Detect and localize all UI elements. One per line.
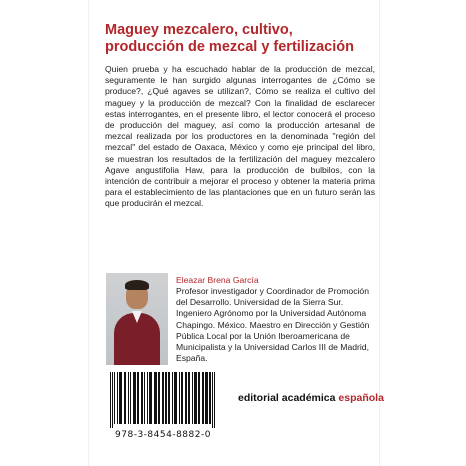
barcode-bar xyxy=(209,372,211,424)
barcode-bar xyxy=(128,372,129,424)
barcode-bar xyxy=(112,372,113,428)
publisher-name: editorial académica xyxy=(238,392,336,404)
barcode-bars xyxy=(106,372,220,428)
barcode-bar xyxy=(212,372,213,428)
barcode-bar xyxy=(181,372,183,424)
barcode-bar xyxy=(154,372,157,424)
barcode-bar xyxy=(168,372,170,424)
barcode-bar xyxy=(133,372,136,424)
book-blurb: Quien prueba y ha escuchado hablar de la producción de mezcal, seguramente le han surgido algunas interrogantes de ¿Cómo se produce?, ¿Qué agaves se utilizan?, Cómo se realiza el cultivo del maguey y la producción de mezcal? Con la finalidad de esclarecer estas interrogantes, en el presente libro, el lector conocerá el proceso de producción del maguey, así como la producción artesanal de mezcal realizada por los productores en la denominada "región del mezcal" del estado de Oaxaca, México y como eje principal del libro, se muestran los resultados de la fertilización del maguey mezcalero Agave angustifolia Haw, para la producción de bulbilos, con la intención de contribuir a mejorar el proceso y obtener la materia prima para el establecimiento de las plantaciones que en un futuro serán las que producirán el mezcal. xyxy=(105,64,375,209)
barcode-bar xyxy=(165,372,167,424)
barcode-bar xyxy=(198,372,200,424)
barcode-bar xyxy=(179,372,180,424)
barcode-bar xyxy=(119,372,122,424)
barcode-bar xyxy=(149,372,152,424)
author-photo-hair xyxy=(125,280,149,290)
barcode-bar xyxy=(137,372,139,424)
barcode-bar xyxy=(174,372,177,424)
publisher-logo xyxy=(238,392,384,404)
barcode-bar xyxy=(192,372,193,424)
barcode-bar xyxy=(162,372,164,424)
publisher-name-accent: española xyxy=(338,392,384,404)
barcode-bar xyxy=(147,372,148,424)
barcode-bar xyxy=(214,372,215,428)
barcode-bar xyxy=(144,372,145,424)
barcode-bar xyxy=(194,372,197,424)
barcode-bar xyxy=(130,372,131,424)
author-photo xyxy=(106,273,168,365)
barcode-bar xyxy=(158,372,160,424)
barcode-bar xyxy=(202,372,204,424)
barcode-bar xyxy=(141,372,143,424)
barcode-bar xyxy=(110,372,111,428)
barcode-bar xyxy=(188,372,190,424)
barcode-bar xyxy=(185,372,187,424)
author-bio: Profesor investigador y Coordinador de Promoción del Desarrollo. Universidad de la Sierra Sur. Ingeniero Agrónomo por la Universidad Autónoma Chapingo. México. Maestro en Dirección y Gestión Pública Local por la Unión Iberoamericana de Municipalista y la Universidad Carlos III de Madrid, España. xyxy=(176,286,370,364)
barcode-bar xyxy=(124,372,126,424)
book-title: Maguey mezcalero, cultivo, producción de mezcal y fertilización xyxy=(105,22,354,55)
barcode-bar xyxy=(172,372,173,424)
author-name: Eleazar Brena García xyxy=(176,275,259,285)
barcode-bar xyxy=(205,372,208,424)
isbn-number: 978-3-8454-8882-0 xyxy=(115,430,211,440)
barcode-bar xyxy=(117,372,118,424)
barcode-bar xyxy=(114,372,115,424)
